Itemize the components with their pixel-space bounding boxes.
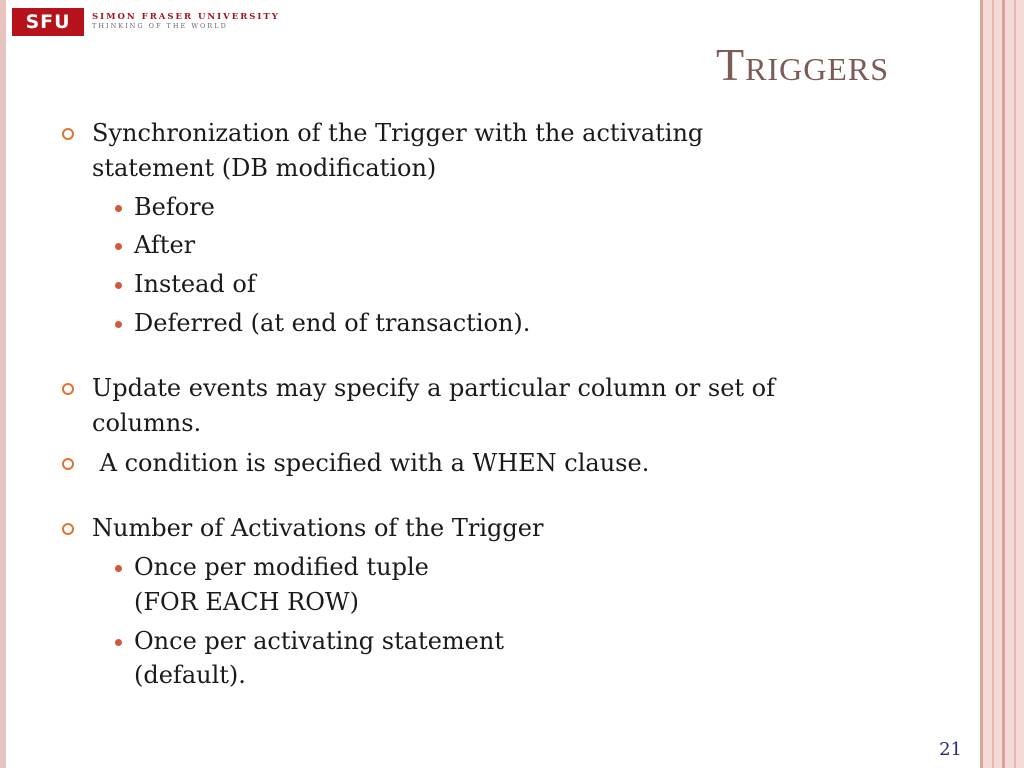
sfu-logo [12, 8, 280, 36]
sub-item-text: Instead of [134, 270, 256, 299]
ring-bullet-icon [62, 523, 74, 535]
dot-bullet-icon [115, 639, 122, 646]
bullet-text-line: columns. [92, 408, 202, 437]
bullet-text-line: Number of Activations of the Trigger [92, 514, 544, 543]
bullet-activations [62, 511, 862, 693]
sub-item-per-statement [92, 624, 862, 694]
dot-bullet-icon [115, 565, 122, 572]
sfu-logo-mark: SFU [12, 8, 84, 36]
university-tagline: THINKING OF THE WORLD [92, 22, 228, 31]
dot-bullet-icon [115, 321, 122, 328]
sub-item-text: Deferred (at end of transaction). [134, 308, 531, 337]
bullet-update-events [62, 371, 862, 441]
dot-bullet-icon [115, 282, 122, 289]
dot-bullet-icon [115, 243, 122, 250]
sub-list [92, 190, 862, 341]
sub-item-text: Once per activating statement [134, 626, 504, 655]
slide-title: Triggers [715, 39, 889, 90]
bullet-synchronization [62, 116, 862, 341]
bullet-text-line: statement (DB modification) [92, 153, 437, 182]
sub-item-text: (default). [134, 661, 246, 690]
sub-item-text: (FOR EACH ROW) [134, 587, 359, 616]
sub-item-instead-of [92, 267, 862, 302]
sub-list [92, 550, 862, 693]
bullet-text-line: Update events may specify a particular column or set of [92, 373, 776, 402]
sub-item-for-each-row [92, 550, 862, 620]
slide-page-number: 21 [939, 739, 962, 760]
left-border [0, 0, 6, 768]
bullet-text-line: Synchronization of the Trigger with the activating [92, 119, 704, 147]
sub-item-before [92, 190, 862, 225]
sub-item-text: Once per modified tuple [134, 552, 429, 581]
sub-item-text: After [134, 231, 196, 260]
ring-bullet-icon [62, 458, 74, 470]
sub-item-after [92, 228, 862, 263]
slide-body [62, 116, 862, 693]
bullet-when-clause [62, 446, 862, 481]
university-name: SIMON FRASER UNIVERSITY [92, 12, 280, 23]
dot-bullet-icon [115, 205, 122, 212]
right-decorative-band [980, 0, 1024, 768]
bullet-text-line: A condition is specified with a WHEN clause. [92, 449, 650, 478]
sfu-logo-text [92, 13, 280, 30]
sub-item-text: Before [134, 192, 215, 221]
ring-bullet-icon [62, 128, 74, 140]
sub-item-deferred [92, 306, 862, 341]
ring-bullet-icon [62, 383, 74, 395]
